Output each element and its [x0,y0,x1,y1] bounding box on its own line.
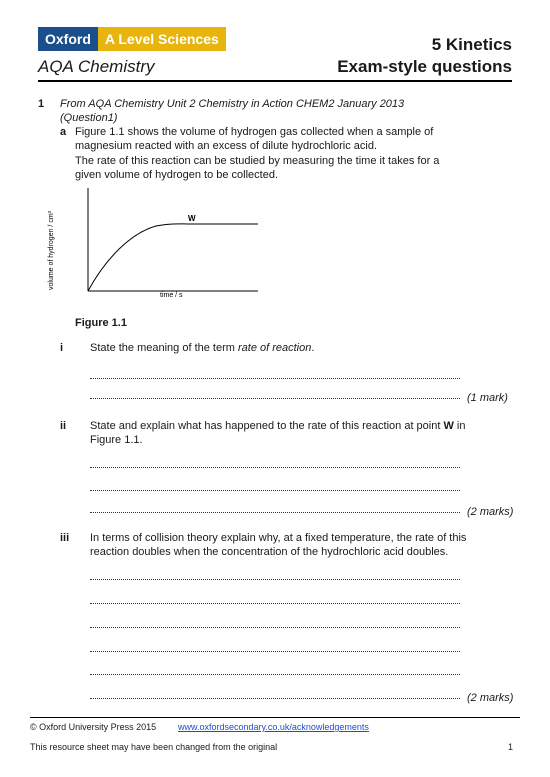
part-i-text: State the meaning of the term rate of reaction. [90,342,315,354]
section-title: Exam-style questions [337,57,512,76]
footer-note: This resource sheet may have been changed from the original [30,742,278,752]
answer-line[interactable] [90,579,460,580]
marks-ii: (2 marks) [467,506,514,518]
brand-series: A Level Sciences [98,27,226,51]
volume-time-graph [86,188,264,293]
answer-line[interactable] [90,674,460,675]
part-a-text-4: given volume of hydrogen to be collected. [75,169,279,181]
answer-line[interactable] [90,698,460,699]
chapter-title: 5 Kinetics [431,35,512,54]
part-a-text-1: Figure 1.1 shows the volume of hydrogen gas collected when a sample of [75,126,434,138]
x-axis-label: time / s [160,292,183,299]
footer-rule [30,717,520,718]
answer-line[interactable] [90,651,460,652]
answer-line[interactable] [90,512,460,513]
question-source: From AQA Chemistry Unit 2 Chemistry in Action CHEM2 January 2013 [60,98,405,110]
copyright: © Oxford University Press 2015 [30,722,157,732]
part-iii-text-1: In terms of collision theory explain why, at a fixed temperature, the rate of this [90,532,467,544]
subject-title: AQA Chemistry [38,57,155,76]
part-iii-label: iii [60,532,70,544]
part-i-label: i [60,342,64,354]
question-number: 1 [38,98,45,110]
part-ii-text-2: Figure 1.1. [90,434,143,446]
header-rule [38,80,512,82]
part-a-text-3: The rate of this reaction can be studied by measuring the time it takes for a [75,155,440,167]
page-number: 1 [508,742,514,752]
part-a-label: a [60,126,67,138]
y-axis-label: volume of hydrogen / cm³ [48,211,55,290]
question-source-line2: (Question1) [60,112,118,124]
part-iii-text-2: reaction doubles when the concentration of the hydrochloric acid doubles. [90,546,449,558]
volume-curve [88,224,258,291]
part-ii-label: ii [60,420,67,432]
brand-oxford: Oxford [38,27,98,51]
answer-line[interactable] [90,398,460,399]
answer-line[interactable] [90,627,460,628]
figure-caption: Figure 1.1 [75,317,127,329]
brand-logo [38,27,226,51]
marks-iii: (2 marks) [467,692,514,704]
part-ii-text-1: State and explain what has happened to the rate of this reaction at point W in [90,420,466,432]
answer-line[interactable] [90,467,460,468]
answer-line[interactable] [90,490,460,491]
point-w-label: W [188,214,196,223]
part-a-text-2: magnesium reacted with an excess of dilute hydrochloric acid. [75,140,378,152]
answer-line[interactable] [90,603,460,604]
acknowledgements-link[interactable]: www.oxfordsecondary.co.uk/acknowledgements [178,722,369,732]
marks-i: (1 mark) [467,392,508,404]
answer-line[interactable] [90,378,460,379]
